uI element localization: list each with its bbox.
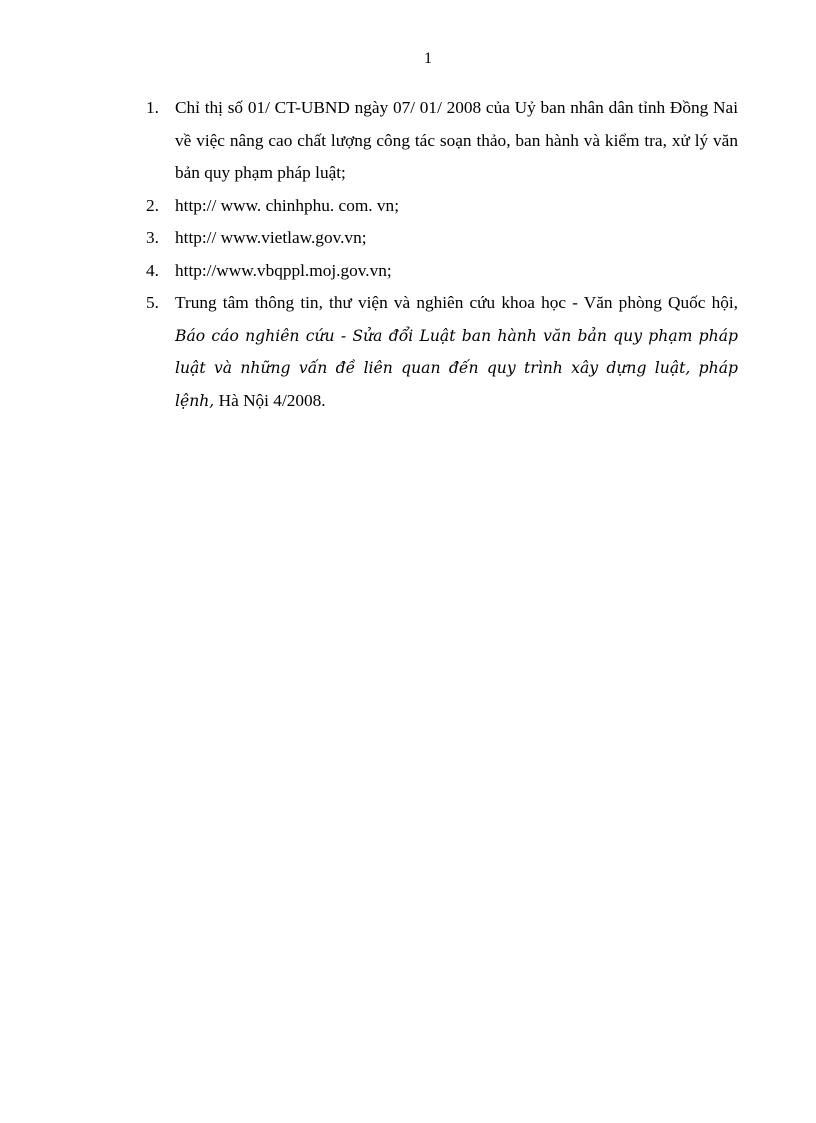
reference-item-4 [146,255,738,288]
reference-author: Trung tâm thông tin, thư viện và nghiên cứu khoa học - Văn phòng Quốc hội, [175,293,738,312]
reference-number: 5. [146,293,159,312]
reference-url: http:// www.vietlaw.gov.vn; [175,228,367,247]
reference-number: 2. [146,195,159,215]
reference-url: http://www.vbqppl.moj.gov.vn; [175,260,392,280]
reference-number: 4. [146,260,159,280]
reference-number: 1. [146,98,159,117]
reference-item-1 [146,92,738,190]
reference-item-5 [146,287,738,417]
reference-text [175,287,738,417]
page-number: 1 [424,50,432,67]
reference-list [146,92,738,417]
reference-text: Chỉ thị số 01/ CT-UBND ngày 07/ 01/ 2008 của Uỷ ban nhân dân tỉnh Đồng Nai về việc nâng cao chất lượng công tác soạn thảo, ban hành và kiểm tra, xử lý văn bản quy phạm pháp luật; [175,98,738,182]
reference-title: Báo cáo nghiên cứu - Sửa đổi Luật ban hành văn bản quy phạm pháp luật và những vấn đề liên quan đến quy trình xây dựng luật, pháp lệnh, [175,326,738,410]
reference-item-3 [146,222,738,255]
reference-place-date: Hà Nội 4/2008. [218,390,326,410]
reference-item-2 [146,190,738,223]
reference-url: http:// www. chinhphu. com. vn; [175,195,399,215]
reference-number: 3. [146,228,159,247]
